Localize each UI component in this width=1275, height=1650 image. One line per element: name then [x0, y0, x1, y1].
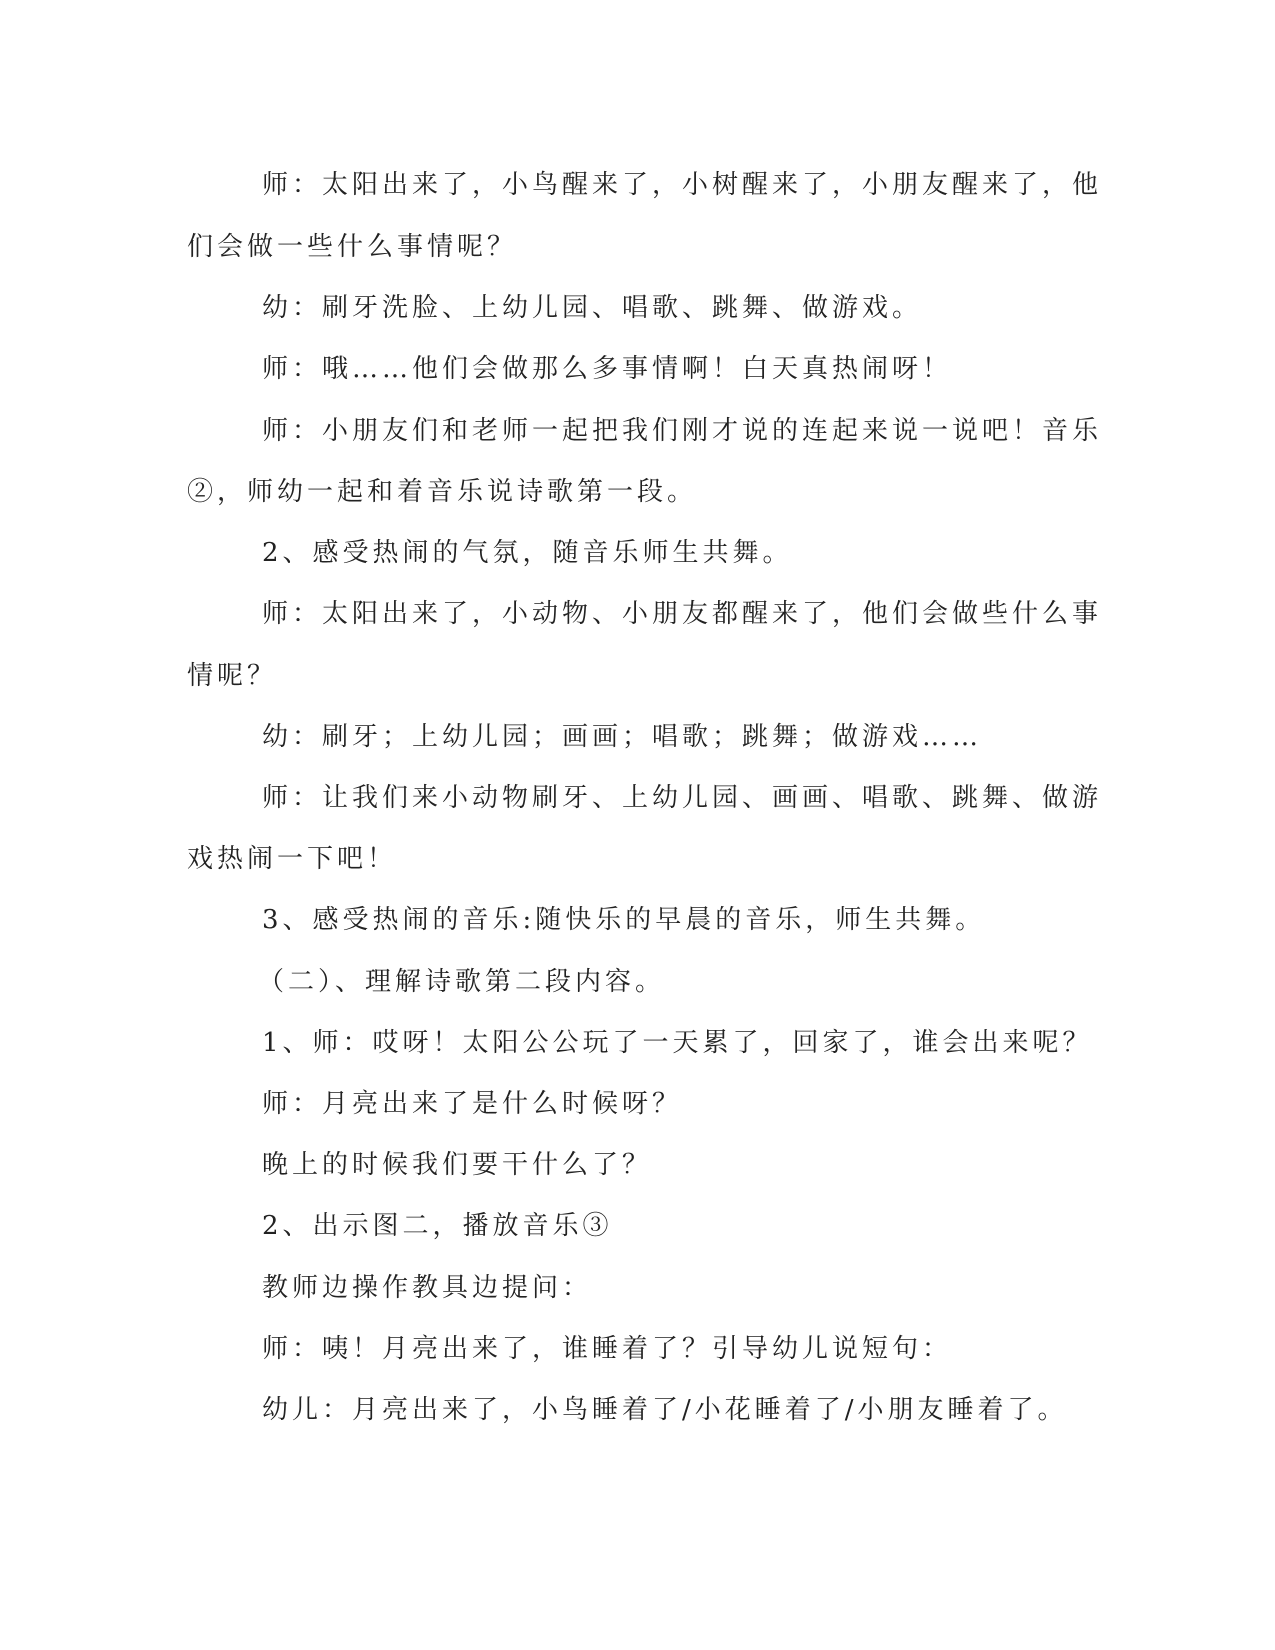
- paragraph-line: 师：小朋友们和老师一起把我们刚才说的连起来说一说吧！音乐: [262, 416, 1103, 446]
- paragraph-line: 戏热闹一下吧！: [187, 844, 398, 874]
- paragraph-line: 们会做一些什么事情呢？: [187, 232, 518, 262]
- paragraph-line: 1、师：哎呀！太阳公公玩了一天累了，回家了，谁会出来呢？: [262, 1028, 1093, 1058]
- section-heading: （二）、理解诗歌第二段内容。: [258, 967, 666, 997]
- paragraph-line: ②，师幼一起和着音乐说诗歌第一段。: [187, 477, 698, 507]
- paragraph-line: 幼儿：月亮出来了，小鸟睡着了/小花睡着了/小朋友睡着了。: [262, 1395, 1068, 1425]
- paragraph-line: 幼：刷牙洗脸、上幼儿园、唱歌、跳舞、做游戏。: [262, 293, 923, 323]
- paragraph-line: 师：太阳出来了，小鸟醒来了，小树醒来了，小朋友醒来了，他: [262, 170, 1103, 200]
- paragraph-line: 师：咦！月亮出来了，谁睡着了？引导幼儿说短句：: [262, 1334, 953, 1364]
- paragraph-line: 师：哦……他们会做那么多事情啊！白天真热闹呀！: [262, 354, 953, 384]
- paragraph-line: 师：太阳出来了，小动物、小朋友都醒来了，他们会做些什么事: [262, 599, 1103, 629]
- section-heading: 2、出示图二，播放音乐③: [262, 1211, 613, 1241]
- paragraph-line: 情呢？: [187, 661, 278, 691]
- paragraph-line: 师：让我们来小动物刷牙、上幼儿园、画画、唱歌、跳舞、做游: [262, 783, 1103, 813]
- paragraph-line: 师：月亮出来了是什么时候呀？: [262, 1089, 683, 1119]
- section-heading: 3、感受热闹的音乐:随快乐的早晨的音乐，师生共舞。: [262, 905, 986, 935]
- paragraph-line: 晚上的时候我们要干什么了？: [262, 1150, 653, 1180]
- paragraph-line: 教师边操作教具边提问：: [262, 1273, 593, 1303]
- section-heading: 2、感受热闹的气氛，随音乐师生共舞。: [262, 538, 793, 568]
- paragraph-line: 幼：刷牙；上幼儿园；画画；唱歌；跳舞；做游戏……: [262, 722, 983, 752]
